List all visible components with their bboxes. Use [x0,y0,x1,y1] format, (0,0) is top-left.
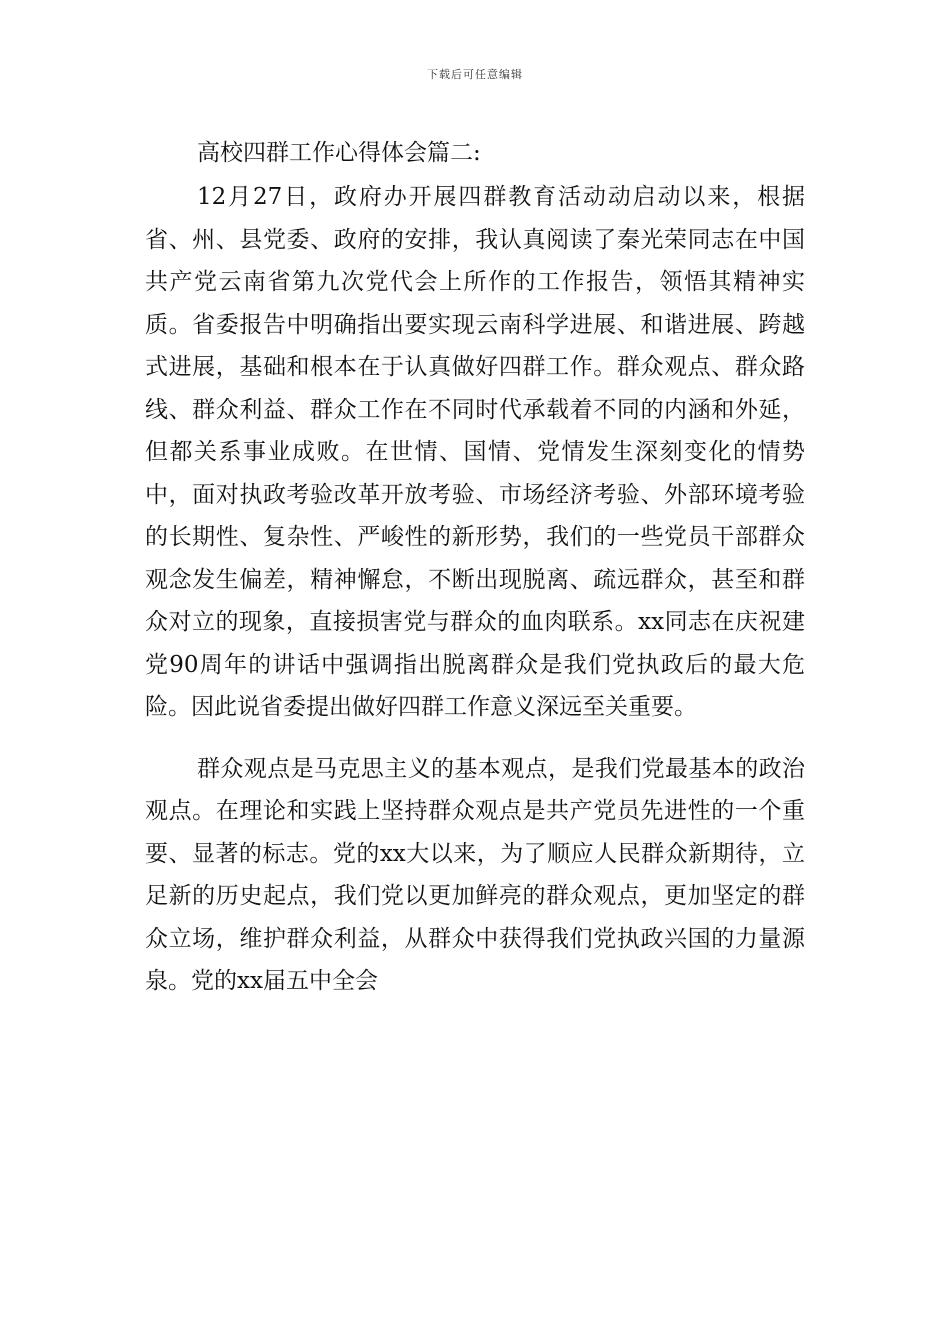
paragraph-1: 12月27日，政府办开展四群教育活动动启动以来，根据省、州、县党委、政府的安排，我认真阅读了秦光荣同志在中国共产党云南省第九次党代会上所作的工作报告，领悟其精神实质。省委报告中明确指出要实现云南科学进展、和谐进展、跨越式进展，基础和根本在于认真做好四群工作。群众观点、群众路线、群众利益、群众工作在不同时代承载着不同的内涵和外延，但都关系事业成败。在世情、国情、党情发生深刻变化的情势中，面对执政考验改革开放考验、市场经济考验、外部环境考验的长期性、复杂性、严峻性的新形势，我们的一些党员干部群众观念发生偏差，精神懈怠，不断出现脱离、疏远群众，甚至和群众对立的现象，直接损害党与群众的血肉联系。xx同志在庆祝建党90周年的讲话中强调指出脱离群众是我们党执政后的最大危险。因此说省委提出做好四群工作意义深远至关重要。 [145,184,805,720]
document-title: 高校四群工作心得体会篇二: [197,140,481,166]
document-body [145,132,805,1022]
page-header-note: 下载后可任意编辑 [427,68,523,81]
paragraph-2: 群众观点是马克思主义的基本观点，是我们党最基本的政治观点。在理论和实践上坚持群众观点是共产党员先进性的一个重要、显著的标志。党的xx大以来，为了顺应人民群众新期待，立足新的历史起点，我们党以更加鲜亮的群众观点，更加坚定的群众立场，维护群众利益，从群众中获得我们党执政兴国的力量源泉。党的xx届五中全会 [145,755,805,994]
